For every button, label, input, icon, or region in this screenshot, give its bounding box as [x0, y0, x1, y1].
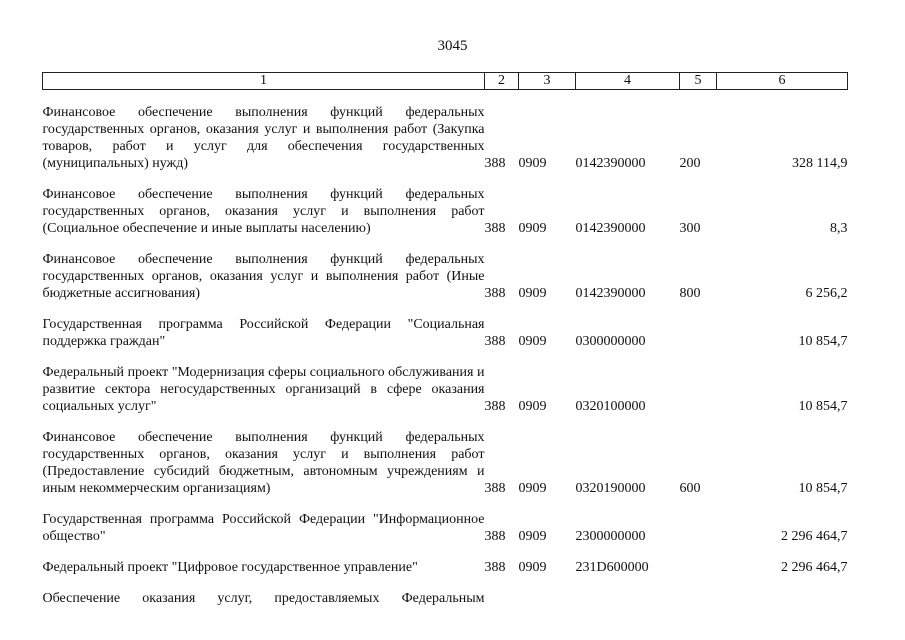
row-description: Государственная программа Российской Федерации "Социальная поддержка граждан"	[42, 317, 485, 349]
header-col-3: 3	[519, 73, 576, 90]
row-amount: 10 854,7	[798, 481, 848, 496]
row-target-code: 0142390000	[575, 221, 646, 236]
row-amount: 10 854,7	[798, 399, 848, 414]
table-row	[43, 251, 848, 302]
row-admin-code: 388	[484, 560, 506, 575]
row-description: Федеральный проект "Модернизация сферы социального обслуживания и развитие сектора негосударственных организаций в сфере оказания социальных услуг"	[42, 365, 485, 414]
row-section-code: 0909	[518, 399, 547, 414]
table-row	[43, 590, 848, 607]
row-section-code: 0909	[518, 156, 547, 171]
row-admin-code: 388	[484, 529, 506, 544]
row-section-code: 0909	[518, 529, 547, 544]
row-expense-type: 200	[679, 156, 701, 171]
header-col-5: 5	[680, 73, 717, 90]
row-admin-code	[485, 590, 519, 607]
budget-table	[42, 72, 848, 607]
row-target-code: 0142390000	[575, 286, 646, 301]
row-amount: 328 114,9	[792, 156, 848, 171]
row-admin-code: 388	[484, 156, 506, 171]
row-section-code: 0909	[518, 286, 547, 301]
row-target-code: 0300000000	[575, 334, 646, 349]
row-description: Финансовое обеспечение выполнения функций федеральных государственных органов, оказания услуг и выполнения работ (Закупка товаров, работ и услуг для обеспечения государственных (муниципальных) нужд)	[42, 105, 485, 171]
row-description: Обеспечение оказания услуг, предоставляемых Федеральным	[42, 591, 485, 606]
table-row	[43, 511, 848, 545]
table-row	[43, 316, 848, 350]
row-amount: 2 296 464,7	[781, 560, 848, 575]
row-expense-type: 600	[679, 481, 701, 496]
row-admin-code: 388	[484, 334, 506, 349]
table-row	[43, 104, 848, 172]
table-row	[43, 364, 848, 415]
row-expense-type	[680, 590, 717, 607]
header-col-2: 2	[485, 73, 519, 90]
table-header-row	[43, 73, 848, 90]
row-section-code: 0909	[518, 334, 547, 349]
table-row	[43, 186, 848, 237]
row-admin-code: 388	[484, 221, 506, 236]
row-description: Федеральный проект "Цифровое государственное управление"	[42, 560, 418, 575]
row-description: Государственная программа Российской Федерации "Информационное общество"	[42, 512, 485, 544]
row-amount: 6 256,2	[805, 286, 848, 301]
row-admin-code: 388	[484, 481, 506, 496]
row-section-code: 0909	[518, 221, 547, 236]
header-col-1: 1	[43, 73, 485, 90]
row-target-code: 231D600000	[575, 560, 649, 575]
row-admin-code: 388	[484, 286, 506, 301]
header-col-4: 4	[576, 73, 680, 90]
page-number: 3045	[437, 38, 468, 54]
row-target-code: 2300000000	[575, 529, 646, 544]
row-section-code: 0909	[518, 560, 547, 575]
row-admin-code: 388	[484, 399, 506, 414]
row-target-code: 0142390000	[575, 156, 646, 171]
row-target-code: 0320190000	[575, 481, 646, 496]
row-section-code	[519, 590, 576, 607]
header-col-6: 6	[717, 73, 848, 90]
row-expense-type	[680, 511, 717, 545]
table-row	[43, 429, 848, 497]
row-expense-type	[680, 316, 717, 350]
row-expense-type: 300	[679, 221, 701, 236]
row-target-code	[576, 590, 680, 607]
row-amount: 8,3	[830, 221, 848, 236]
row-amount: 2 296 464,7	[781, 529, 848, 544]
row-expense-type	[680, 364, 717, 415]
row-amount: 10 854,7	[798, 334, 848, 349]
row-target-code: 0320100000	[575, 399, 646, 414]
table-row	[43, 559, 848, 576]
row-description: Финансовое обеспечение выполнения функций федеральных государственных органов, оказания услуг и выполнения работ (Социальное обеспечение и иные выплаты населению)	[42, 187, 485, 236]
row-section-code: 0909	[518, 481, 547, 496]
row-description: Финансовое обеспечение выполнения функций федеральных государственных органов, оказания услуг и выполнения работ (Иные бюджетные ассигнования)	[42, 252, 485, 301]
row-description: Финансовое обеспечение выполнения функций федеральных государственных органов, оказания услуг и выполнения работ (Предоставление субсидий бюджетным, автономным учреждениям и иным некоммерческим организациям)	[42, 430, 485, 496]
row-amount	[717, 590, 848, 607]
row-expense-type: 800	[679, 286, 701, 301]
row-expense-type	[680, 559, 717, 576]
